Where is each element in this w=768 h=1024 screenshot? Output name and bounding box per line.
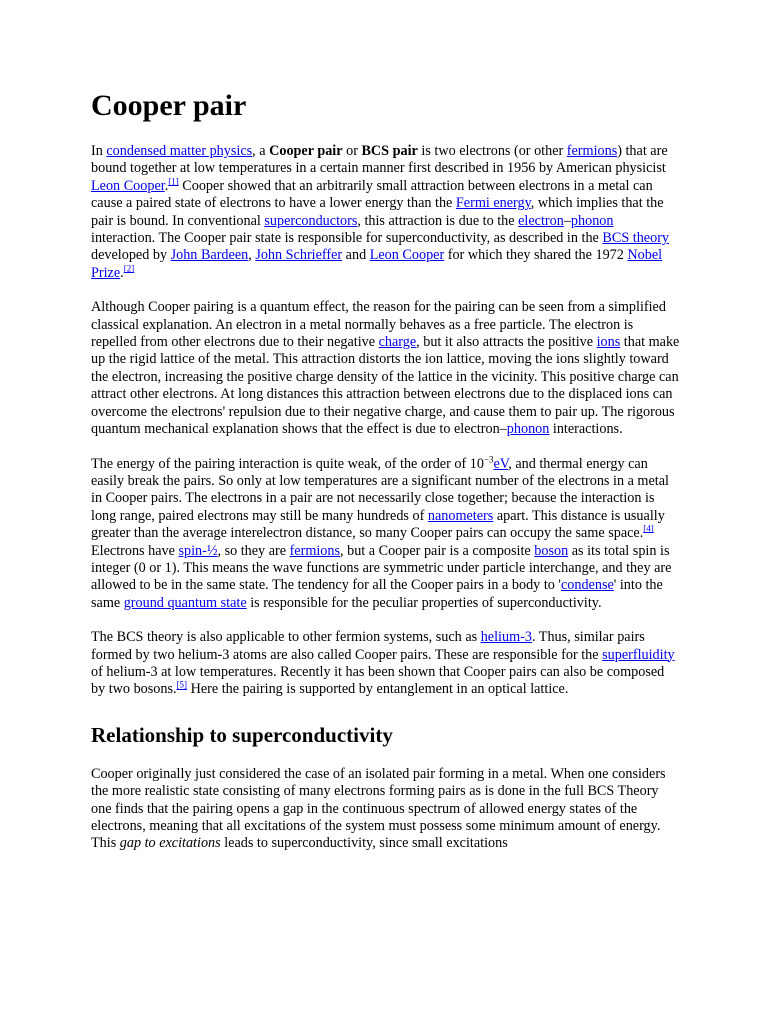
link-ground-quantum-state[interactable]: ground quantum state: [123, 594, 247, 611]
text: leads to superconductivity, since small excitations: [220, 835, 508, 852]
link-nobel-prize[interactable]: Nobel Prize: [91, 247, 663, 281]
link-john-bardeen[interactable]: John Bardeen: [170, 247, 249, 264]
text: . Thus, similar pairs formed by two helium-3 atoms are also called Cooper pairs. These are responsible for the: [91, 629, 645, 663]
paragraph-other-systems: [91, 629, 681, 699]
link-leon-cooper[interactable]: Leon Cooper: [91, 177, 165, 194]
link-ions[interactable]: ions: [596, 334, 621, 351]
text: , and thermal energy can easily break the pairs. So only at low temperatures are a significant number of the electrons in a metal in Cooper pairs. The electrons in a pair are not necessarily close together; because the interaction is long range, paired electrons may still be many hundreds of: [91, 455, 669, 524]
section-heading: Relationship to superconductivity: [91, 722, 393, 747]
link-condensed-matter-physics[interactable]: condensed matter physics: [106, 143, 253, 159]
italic-term: gap to excitations: [119, 835, 221, 852]
paragraph-pairing-energy: [91, 453, 681, 613]
citation-link-2[interactable]: [2]: [123, 263, 135, 274]
text: , a: [252, 143, 270, 159]
article-content: [91, 86, 681, 870]
link-ev[interactable]: eV: [493, 455, 509, 472]
text: as its total spin is integer (0 or 1). This means the wave functions are symmetric under particle interchange, and they are allowed to be in the same state. The tendency for all the Cooper pairs in a body to ': [91, 542, 672, 594]
text: .: [120, 264, 124, 281]
paragraph-intro: [91, 143, 681, 282]
text: Cooper showed that an arbitrarily small attraction between electrons in a metal can cause a paired state of electrons to have a lower energy than the: [91, 177, 653, 212]
text: Cooper originally just considered the case of an isolated pair forming in a metal. When one considers the more realistic state consisting of many electrons forming pairs as is done in the full BCS Theory one finds that the pairing opens a gap in the continuous spectrum of allowed energy states of the electrons, meaning that all excitations of the system must possess some minimum amount of energy. This: [91, 765, 666, 852]
text: ' into the same: [91, 577, 663, 611]
citation-4: [643, 523, 654, 533]
text: , which implies that the pair is bound. In conventional: [91, 195, 664, 229]
link-fermi-energy[interactable]: Fermi energy: [455, 195, 531, 212]
citation-link-5[interactable]: [5]: [176, 679, 188, 690]
text: , but it also attracts the positive: [416, 334, 597, 351]
text: , so they are: [217, 542, 290, 559]
link-fermions[interactable]: fermions: [566, 143, 618, 159]
link-charge[interactable]: charge: [378, 334, 417, 351]
link-nanometers[interactable]: nanometers: [427, 507, 494, 524]
link-helium-3[interactable]: helium-3: [480, 629, 532, 646]
link-leon-cooper-2[interactable]: Leon Cooper: [369, 247, 445, 264]
link-john-schrieffer[interactable]: John Schrieffer: [255, 247, 343, 264]
text: that make up the rigid lattice of the metal. This attraction distorts the ion lattice, moving the ions slightly toward the electron, increasing the positive charge density of the lattice in the vicinity. This positive charge can attract other electrons. At long distances this attraction between electrons due to the displaced ions can overcome the electrons' repulsion due to their negative charge, and cause them to pair up. The rigorous quantum mechanical explanation shows that the effect is due to electron–: [91, 334, 680, 438]
text: –: [563, 212, 571, 229]
text: interaction. The Cooper pair state is responsible for superconductivity, as described in the: [91, 230, 603, 247]
text: The BCS theory is also applicable to other fermion systems, such as: [91, 629, 481, 646]
text: of helium-3 at low temperatures. Recently it has been shown that Cooper pairs can also be composed by two bosons.: [91, 663, 665, 698]
exponent: −3: [483, 453, 494, 464]
link-electron[interactable]: electron: [518, 212, 564, 229]
text: and: [342, 247, 370, 264]
text: ) that are bound together at low temperatures in a certain manner first described in 1956 by American physicist: [91, 143, 668, 177]
bold-term-cooper-pair: Cooper pair: [269, 143, 343, 159]
citation-1: [168, 176, 179, 186]
link-phonon-2[interactable]: phonon: [506, 421, 550, 438]
link-spin-half[interactable]: spin-½: [178, 542, 218, 559]
article-title: Cooper pair: [91, 89, 247, 122]
text: interactions.: [549, 421, 623, 438]
citation-5: [177, 680, 188, 690]
text: is responsible for the peculiar properties of superconductivity.: [246, 594, 602, 611]
paragraph-classical-explanation: [91, 299, 681, 438]
text: Electrons have: [91, 542, 179, 559]
text: apart. This distance is usually greater than the average interelectron distance, so many Cooper pairs can occupy the same space.: [91, 507, 665, 542]
text: .: [164, 177, 169, 194]
text: for which they shared the 1972: [444, 247, 628, 264]
link-bcs-theory[interactable]: BCS theory: [602, 230, 670, 247]
text: ,: [248, 247, 256, 264]
text: Here the pairing is supported by entanglement in an optical lattice.: [187, 681, 569, 698]
link-boson[interactable]: boson: [534, 542, 569, 559]
text: In: [91, 143, 107, 159]
text: , this attraction is due to the: [357, 212, 519, 229]
citation-2: [124, 263, 135, 273]
text: The energy of the pairing interaction is quite weak, of the order of 10: [91, 455, 484, 472]
link-phonon[interactable]: phonon: [570, 212, 614, 229]
paragraph-superconductivity: [91, 766, 681, 853]
text: Although Cooper pairing is a quantum effect, the reason for the pairing can be seen from a simplified classical explanation. An electron in a metal normally behaves as a free particle. The electron is repelled from other electrons due to their negative: [91, 299, 666, 351]
text: is two electrons (or other: [417, 143, 567, 159]
link-superconductors[interactable]: superconductors: [264, 212, 358, 229]
link-fermions-2[interactable]: fermions: [289, 542, 341, 559]
citation-link-1[interactable]: [1]: [168, 176, 179, 187]
text: or: [342, 143, 362, 159]
text: , but a Cooper pair is a composite: [340, 542, 535, 559]
text: developed by: [91, 247, 171, 264]
link-condense[interactable]: condense: [560, 577, 614, 594]
link-superfluidity[interactable]: superfluidity: [602, 646, 675, 663]
bold-term-bcs-pair: BCS pair: [361, 143, 418, 159]
citation-link-4[interactable]: [4]: [643, 523, 654, 534]
